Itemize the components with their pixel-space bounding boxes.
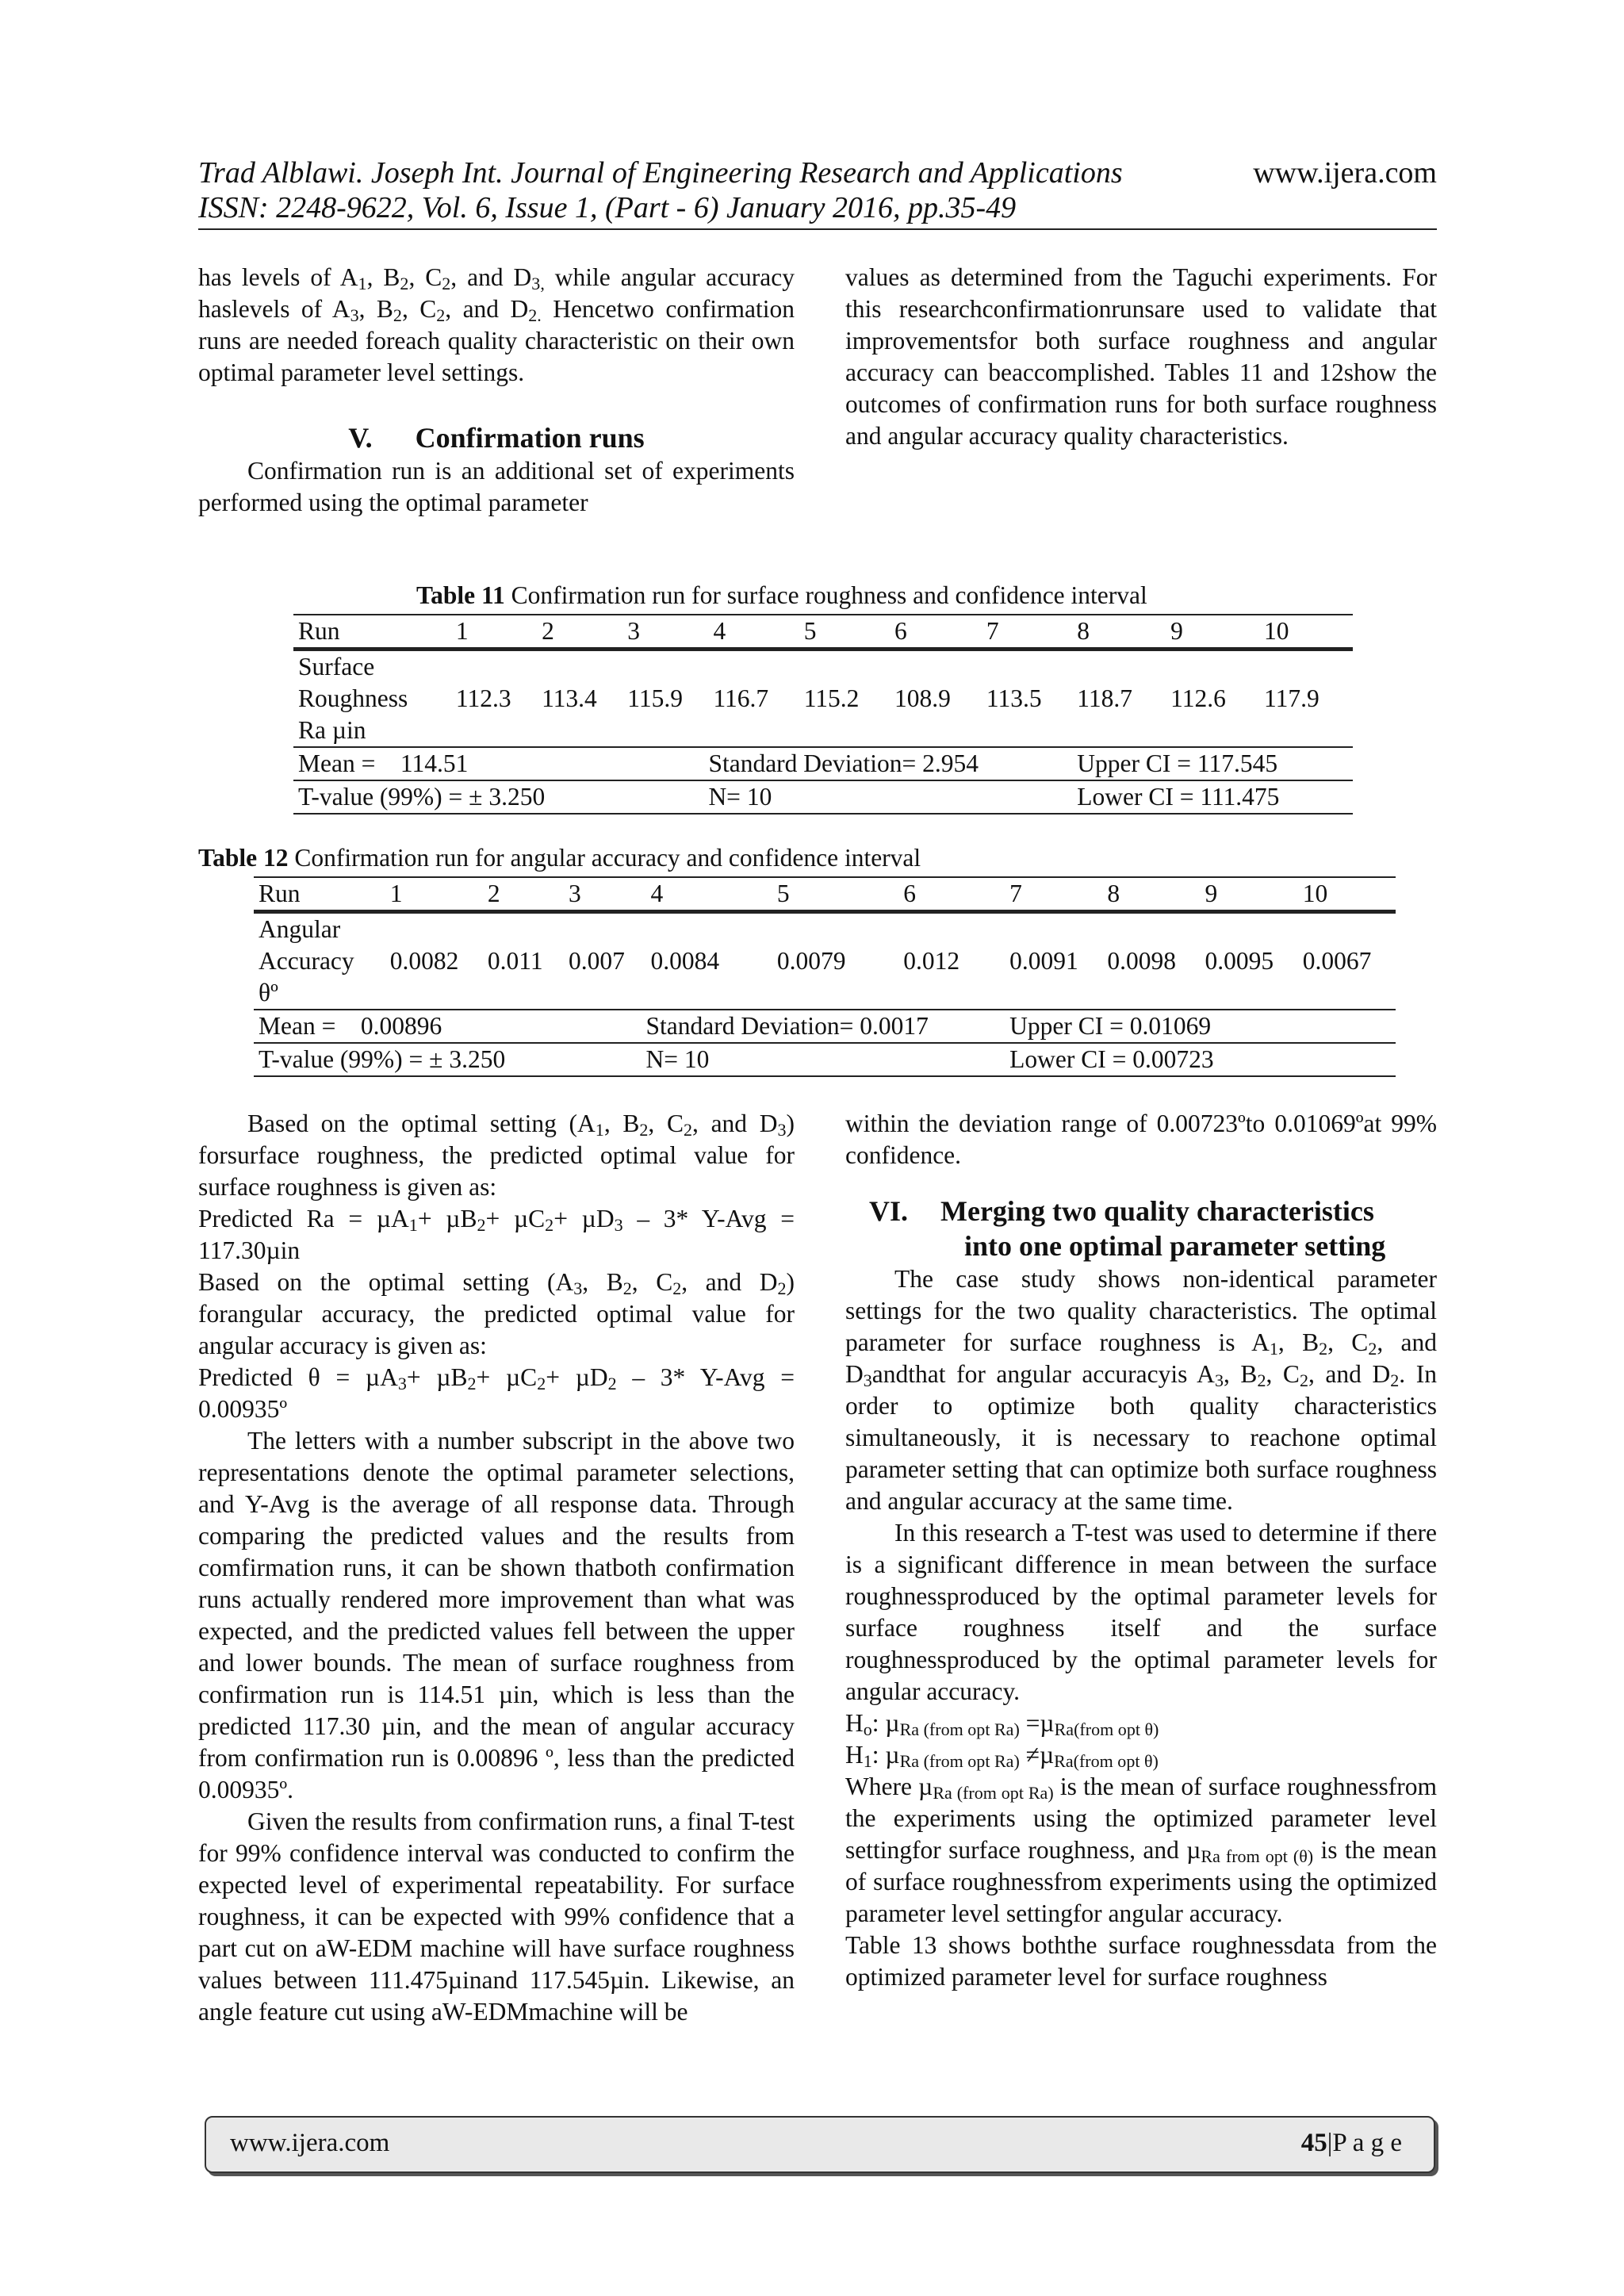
- table-cell: 0.011: [487, 947, 543, 975]
- table-cell: 7: [982, 615, 1072, 650]
- table-cell: Lower CI = 0.00723: [1005, 1043, 1396, 1076]
- footer-url[interactable]: www.ijera.com: [230, 2129, 390, 2157]
- journal-issn: ISSN: 2248-9622, Vol. 6, Issue 1, (Part - 6) January 2016, pp.35-49: [198, 191, 1017, 224]
- table-cell: 2: [537, 615, 622, 650]
- table-cell: Mean = 114.51: [293, 747, 708, 780]
- table-cell: 4: [708, 615, 799, 650]
- alt-hypothesis: $H_1$: µ$_{Ra (from opt Ra)}$ ≠µ$_{Ra(from opt \theta)}$: [845, 1741, 1159, 1771]
- table-cell: 0.007: [568, 947, 625, 975]
- section-5-heading: V. Confirmation runs: [348, 422, 645, 454]
- table-row: [293, 780, 1353, 814]
- table-cell: T-value (99%) = ± 3.250: [254, 1043, 646, 1076]
- table-cell: Upper CI = 117.545: [1072, 747, 1353, 780]
- table-cell: 112.3: [455, 684, 511, 712]
- table-12: [254, 876, 1396, 1077]
- optimal-setting-theta: Based on the optimal setting ($A_3$, $B_2$, $C_2$, and $D_2$) forangular accuracy, the predicted optimal value for angular accuracy is given as:: [198, 1268, 795, 1359]
- table-cell: Lower CI = 111.475: [1072, 780, 1353, 814]
- deviation-paragraph: within the deviation range of 0.00723ºto 0.01069ºat 99% confidence.: [845, 1110, 1437, 1169]
- table-cell: 1: [451, 615, 537, 650]
- table-cell: 108.9: [894, 684, 951, 712]
- table-cell: 9: [1166, 615, 1259, 650]
- case-study-paragraph: The case study shows non-identical parameter settings for the two quality characteristics. The optimal parameter for surface roughness is $A_1$, $B_2$, $C_2$, and $D_3andthat$ for angular accuracyis $A_3$, $B_2$, $C_2$, and $D_2$. In order to optimize both quality characteristics simultaneously, it is necessary to reachone optimal parameter setting that can optimize both surface roughness and angular accuracy at the same time.: [845, 1265, 1438, 1515]
- table-cell: 115.2: [803, 684, 860, 712]
- predicted-theta-equation: Predicted θ = µA$_3$+ µB$_2$+ µC$_2$+ µD$_2$ – 3* Y-Avg = 0.00935º: [198, 1363, 795, 1423]
- table-cell: N= 10: [708, 780, 1072, 814]
- table-cell: 6: [890, 615, 982, 650]
- comparison-paragraph: The letters with a number subscript in the above two representations denote the optimal parameter selections, and Y-Avg is the average of all response data. Through comparing the predicted values and the results from comfirmation runs, it can be shown thatboth confirmation runs actually rendered more improvement than what was expected, and the predicted values fell between the upper and lower bounds. The mean of surface roughness from confirmation run is 114.51 µin, which is less than the predicted 117.30 µin, and the mean of angular accuracy from confirmation run is 0.00896 º, less than the predicted 0.00935º.: [198, 1427, 795, 1803]
- table-cell: 6: [898, 877, 1005, 912]
- table-cell: Run: [254, 877, 385, 912]
- ttest-intro-paragraph: In this research a T-test was used to determine if there is a significant difference in mean between the surface roughnessproduced by the optimal parameter levels for surface roughness itself and the surface roughnessproduced by the optimal parameter levels for angular accuracy.: [845, 1519, 1437, 1705]
- table-cell: 117.9: [1263, 684, 1320, 712]
- table-cell: 1: [385, 877, 483, 912]
- table-12-caption: Table 12 Confirmation run for angular accuracy and confidence interval: [198, 844, 921, 872]
- row-label: Surface Roughness Ra µin: [298, 653, 408, 744]
- ttest-paragraph: Given the results from confirmation runs, a final T-test for 99% confidence interval was conducted to confirm the expected level of experimental repeatability. For surface roughness, it can be expected with 99% confidence that a part cut on aW-EDM machine will have surface roughness values between 111.475µinand 117.545µin. Likewise, an angle feature cut using aW-EDMmachine will be: [198, 1807, 795, 2026]
- table-cell: 8: [1072, 615, 1166, 650]
- table-cell: 118.7: [1077, 684, 1132, 712]
- table13-paragraph: Table 13 shows boththe surface roughnessdata from the optimized parameter level for surface roughness: [845, 1931, 1437, 1991]
- right-column-bottom: [845, 1108, 1437, 1993]
- header-rule: [198, 228, 1437, 230]
- table-row: [254, 1043, 1396, 1076]
- table-cell: 3: [564, 877, 646, 912]
- page-number: 45|P a g e: [1300, 2129, 1402, 2157]
- table-cell: 0.0095: [1205, 947, 1274, 975]
- table-cell: 113.5: [986, 684, 1042, 712]
- row-label: Angular Accuracy θº: [259, 915, 354, 1006]
- table-cell: 0.0091: [1009, 947, 1078, 975]
- table-row: [293, 615, 1353, 650]
- table-cell: 0.0098: [1107, 947, 1176, 975]
- table-cell: 0.012: [903, 947, 960, 975]
- table-cell: N= 10: [646, 1043, 1005, 1076]
- table-cell: 10: [1259, 615, 1353, 650]
- where-paragraph: Where µ$_{Ra (from opt Ra)}$ is the mean of surface roughnessfrom the experiments using the optimized parameter level settingfor surface roughness, and µ$_{Ra from opt (\theta)}$ is the mean of surface roughnessfrom experiments using the optimized parameter level settingfor angular accuracy.: [845, 1773, 1437, 1927]
- page-header: [198, 155, 1437, 225]
- optimal-setting-ra: Based on the optimal setting ($A_1$, $B_2$, $C_2$, and $D_3$) forsurface roughness, the predicted optimal value for surface roughness is given as:: [198, 1110, 795, 1201]
- journal-citation: Trad Alblawi. Joseph Int. Journal of Engineering Research and Applications: [198, 156, 1123, 190]
- table-cell: 5: [772, 877, 898, 912]
- intro-paragraph: has levels of $A_1$, $B_2$, $C_2$, and $D_{3,}$ while angular accuracy haslevels of $A_3$, $B_2$, $C_2$, and $D_{2.}$ Hencetwo confirmation runs are needed foreach quality characteristic on their own optimal parameter level settings.: [198, 263, 795, 386]
- journal-url[interactable]: www.ijera.com: [1253, 156, 1437, 190]
- table-cell: 10: [1298, 877, 1396, 912]
- table-row: [293, 747, 1353, 780]
- table-cell: Upper CI = 0.01069: [1005, 1010, 1396, 1043]
- table-row: [293, 650, 1353, 748]
- left-column-top: [198, 262, 795, 519]
- table-cell: 8: [1102, 877, 1200, 912]
- table-cell: 2: [483, 877, 564, 912]
- table-cell: 116.7: [713, 684, 769, 712]
- table-11-caption: Table 11 Confirmation run for surface roughness and confidence interval: [416, 581, 1147, 609]
- table-cell: 113.4: [542, 684, 597, 712]
- right-column-top: [845, 262, 1437, 452]
- table-cell: Mean = 0.00896: [254, 1010, 646, 1043]
- table-cell: 0.0082: [389, 947, 459, 975]
- section-5-paragraph: Confirmation run is an additional set of experiments performed using the optimal parameter: [198, 457, 795, 516]
- table-cell: 7: [1005, 877, 1102, 912]
- table-cell: 115.9: [627, 684, 683, 712]
- table-cell: 5: [799, 615, 890, 650]
- table-11: [293, 614, 1353, 815]
- section-6-heading: VI. Merging two quality characteristics into one optimal parameter setting: [869, 1195, 1386, 1262]
- table-cell: 4: [646, 877, 772, 912]
- table-cell: 0.0067: [1302, 947, 1372, 975]
- table-cell: T-value (99%) = ± 3.250: [293, 780, 708, 814]
- right-top-paragraph: values as determined from the Taguchi experiments. For this researchconfirmationrunsare used to validate that improvementsfor both surface roughness and angular accuracy can beaccomplished. Tables 11 and 12show the outcomes of confirmation runs for both surface roughness and angular accuracy quality characteristics.: [845, 263, 1437, 450]
- table-row: [254, 877, 1396, 912]
- table-cell: 0.0084: [650, 947, 720, 975]
- table-cell: Standard Deviation= 2.954: [708, 747, 1072, 780]
- null-hypothesis: $H_o$: µ$_{Ra (from opt Ra)}$ =µ$_{Ra(from opt \theta)}$: [845, 1709, 1159, 1739]
- table-cell: 112.6: [1170, 684, 1226, 712]
- table-cell: 3: [622, 615, 708, 650]
- table-cell: Standard Deviation= 0.0017: [646, 1010, 1005, 1043]
- table-cell: Run: [293, 615, 451, 650]
- table-cell: 9: [1201, 877, 1298, 912]
- table-row: [254, 912, 1396, 1010]
- predicted-ra-equation: Predicted Ra = µA$_1$+ µB$_2$+ µC$_2$+ µD$_3$ – 3* Y-Avg = 117.30µin: [198, 1205, 795, 1264]
- left-column-bottom: [198, 1108, 795, 2028]
- page-footer: [205, 2116, 1435, 2173]
- table-cell: 0.0079: [776, 947, 846, 975]
- table-row: [254, 1010, 1396, 1043]
